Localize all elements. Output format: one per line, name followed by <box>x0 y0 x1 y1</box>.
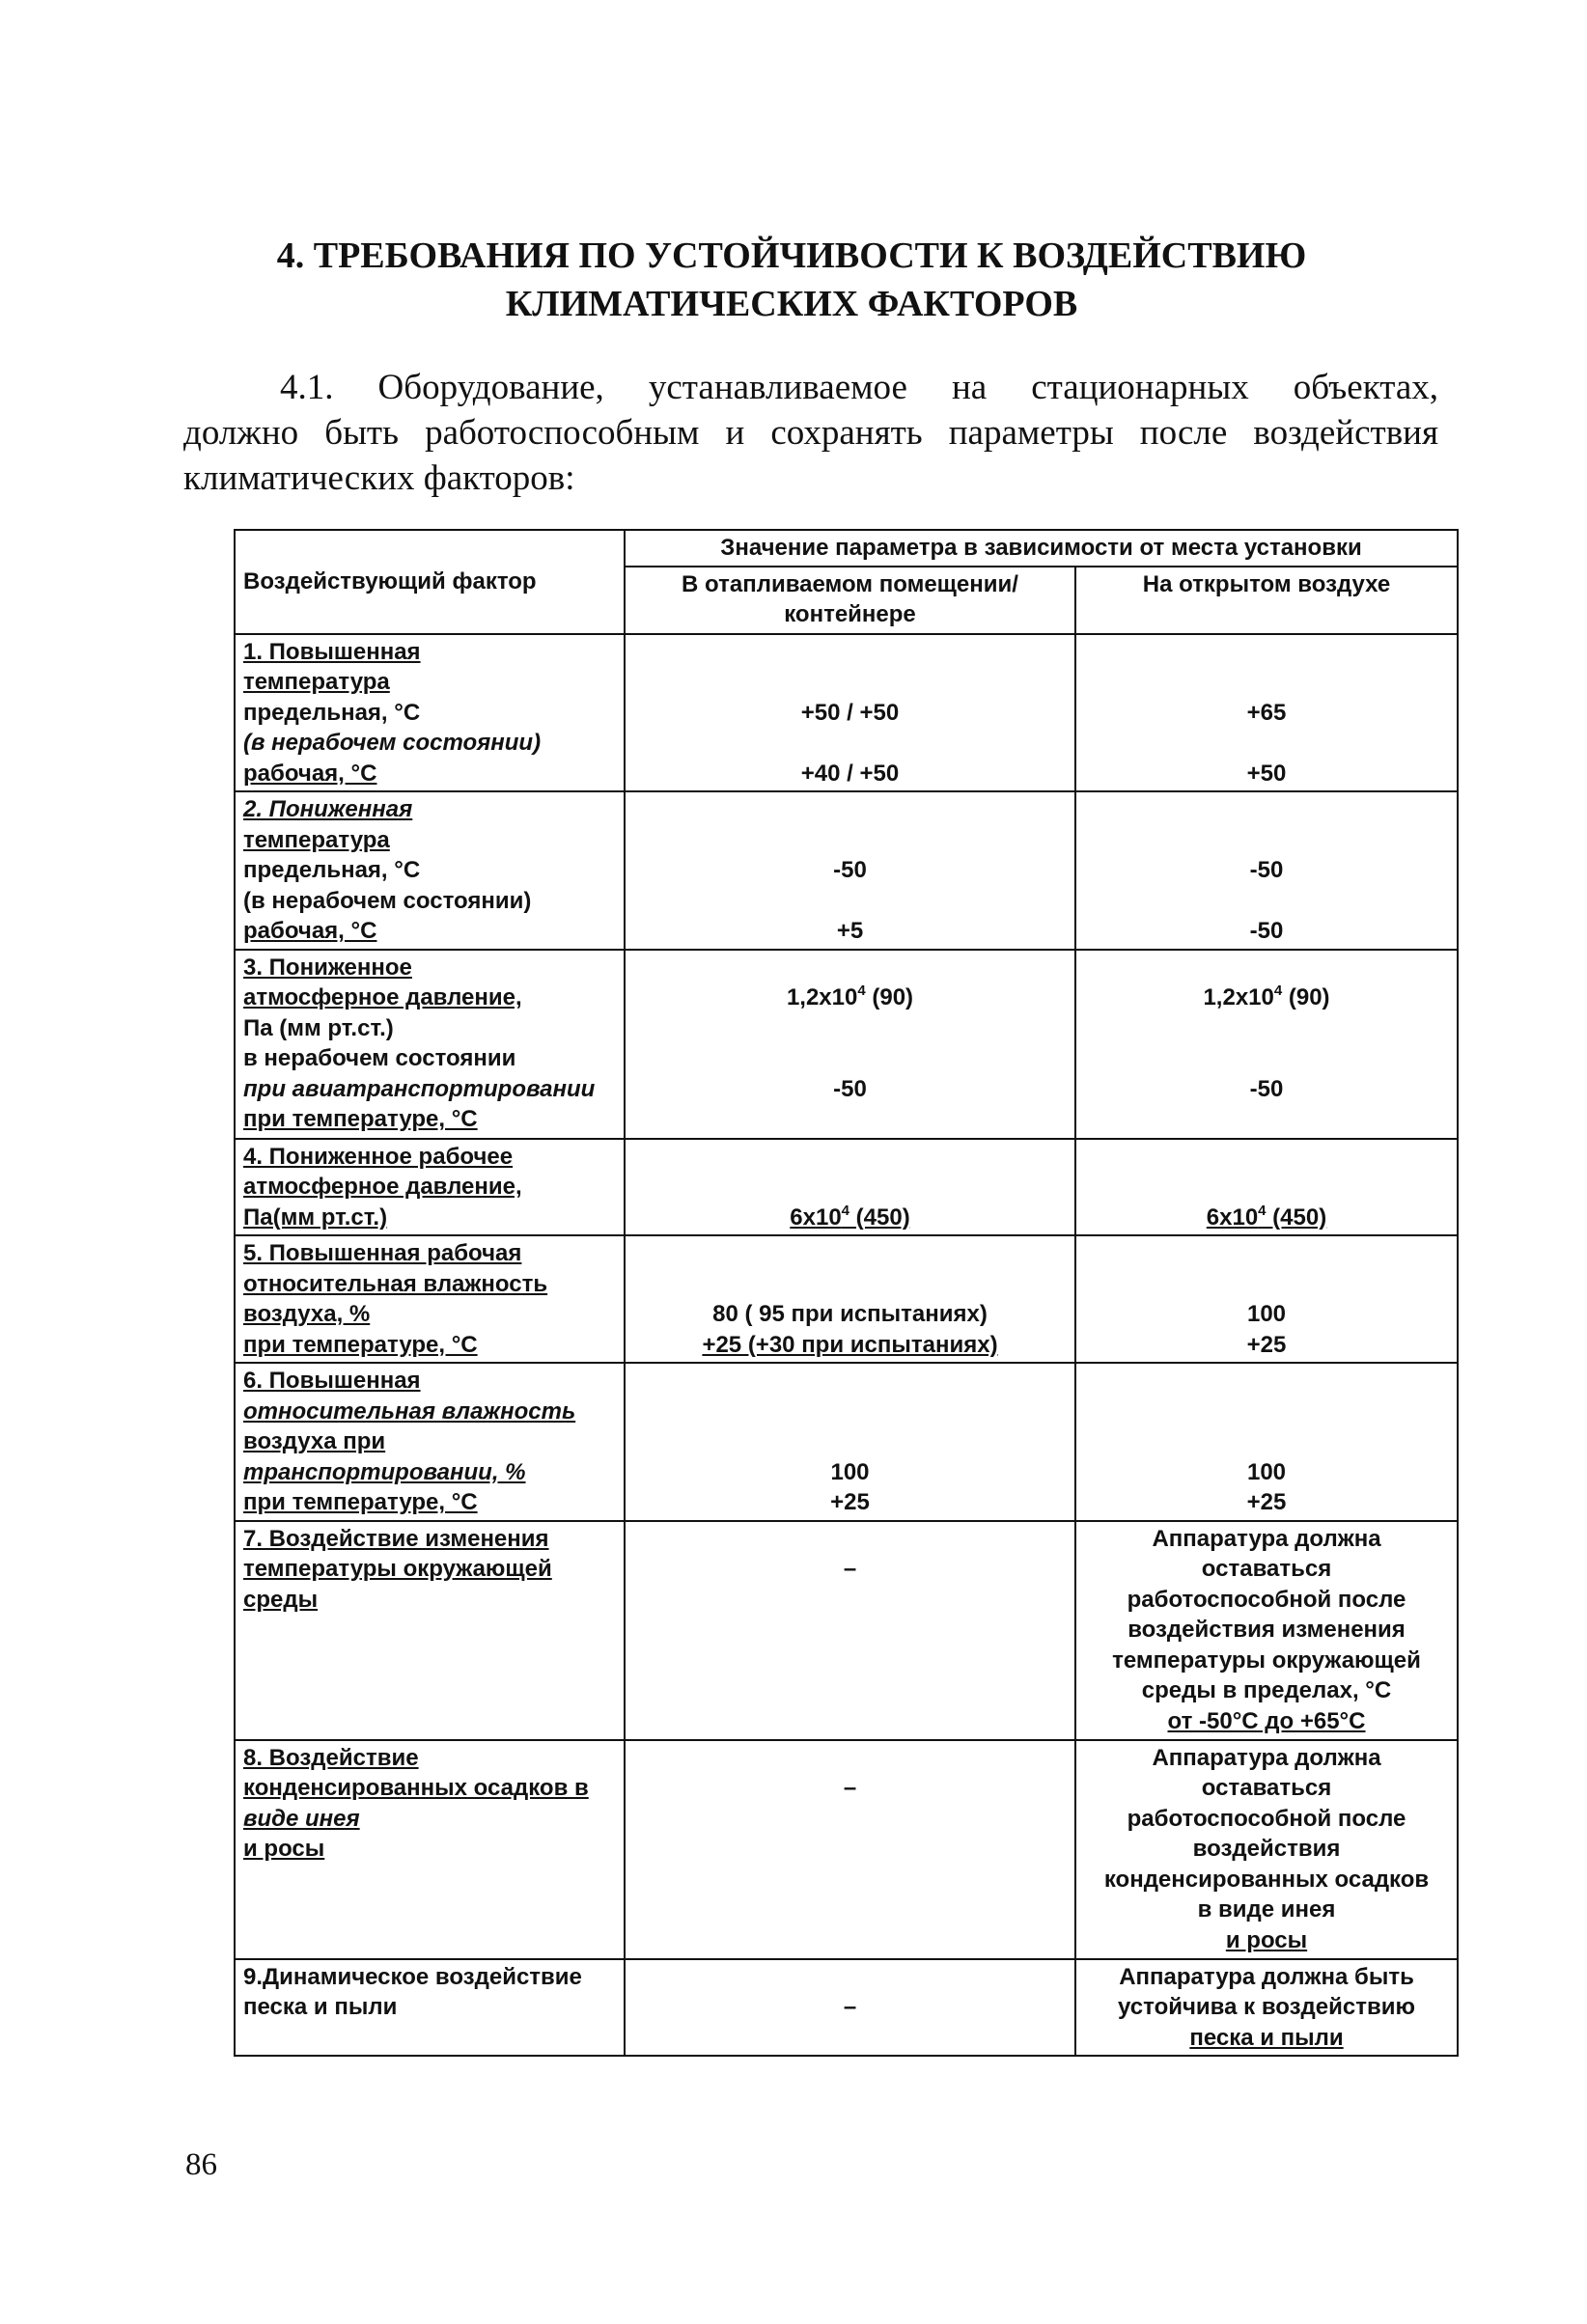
header-group: Значение параметра в зависимости от места установки <box>625 530 1458 567</box>
factor-cell: 8. Воздействие конденсированных осадков в виде инея и росы <box>235 1740 625 1959</box>
indoor-value-cell: 100 +25 <box>625 1363 1075 1521</box>
table-row <box>235 950 1458 1139</box>
outdoor-value-cell: 100 +25 <box>1075 1363 1458 1521</box>
header-indoor: В отапливаемом помещении/ контейнере <box>625 567 1075 634</box>
table-row <box>235 1235 1458 1363</box>
table-row <box>235 1363 1458 1521</box>
table-row <box>235 1740 1458 1959</box>
intro-line-2: должно быть работоспособным и сохранять параметры после воздействия <box>183 413 1438 453</box>
indoor-value-cell: -50 +5 <box>625 791 1075 950</box>
indoor-value-cell: $1,2x10^4$ (90) -50 <box>625 950 1075 1139</box>
table-row <box>235 634 1458 792</box>
indoor-value-cell: 80 ( 95 при испытаниях) +25 (+30 при испытаниях) <box>625 1235 1075 1363</box>
indoor-value-cell: $6x10^4$ (450) <box>625 1139 1075 1236</box>
outdoor-value-cell: Аппаратура должна быть устойчива к воздействию песка и пыли <box>1075 1959 1458 2057</box>
factor-cell: 9.Динамическое воздействие песка и пыли <box>235 1959 625 2057</box>
intro-line-1: 4.1. Оборудование, устанавливаемое на стационарных объектах, <box>280 368 1438 407</box>
table-row <box>235 1139 1458 1236</box>
indoor-value-cell: +50 / +50 +40 / +50 <box>625 634 1075 792</box>
factor-cell: 1. Повышенная температура предельная, °С (в нерабочем состоянии) рабочая, °С <box>235 634 625 792</box>
outdoor-value-cell: Аппаратура должна оставаться работоспособной после воздействия конденсированных осадков в виде инея и росы <box>1075 1740 1458 1959</box>
factor-cell: 3. Пониженное атмосферное давление, Па (мм рт.ст.) в нерабочем состоянии при авиатранспортировании при температуре, °С <box>235 950 625 1139</box>
indoor-value-cell: – <box>625 1740 1075 1959</box>
intro-line-3: климатических факторов: <box>183 458 575 498</box>
indoor-value-cell: – <box>625 1521 1075 1740</box>
table-row <box>235 1521 1458 1740</box>
factor-cell: 4. Пониженное рабочее атмосферное давление, Па(мм рт.ст.) <box>235 1139 625 1236</box>
factor-cell: 7. Воздействие изменения температуры окружающей среды <box>235 1521 625 1740</box>
header-factor: Воздействующий фактор <box>235 530 625 634</box>
outdoor-value-cell: $1,2x10^4$ (90) -50 <box>1075 950 1458 1139</box>
table-row <box>235 1959 1458 2057</box>
outdoor-value-cell: -50 -50 <box>1075 791 1458 950</box>
intro-paragraph <box>183 365 1438 501</box>
section-title <box>183 232 1400 328</box>
climatic-requirements-table <box>234 529 1459 2057</box>
factor-cell: 2. Пониженная температура предельная, °С (в нерабочем состоянии) рабочая, °С <box>235 791 625 950</box>
header-outdoor: На открытом воздухе <box>1075 567 1458 634</box>
section-title-line-2: КЛИМАТИЧЕСКИХ ФАКТОРОВ <box>505 284 1078 324</box>
outdoor-value-cell: $6x10^4$ (450) <box>1075 1139 1458 1236</box>
outdoor-value-cell: 100 +25 <box>1075 1235 1458 1363</box>
table-row <box>235 791 1458 950</box>
indoor-value-cell: – <box>625 1959 1075 2057</box>
page-number: 86 <box>185 2147 217 2182</box>
outdoor-value-cell: Аппаратура должна оставаться работоспособной после воздействия изменения температуры окружающей среды в пределах, °С от -50°С до +65°С <box>1075 1521 1458 1740</box>
outdoor-value-cell: +65 +50 <box>1075 634 1458 792</box>
section-title-line-1: 4. ТРЕБОВАНИЯ ПО УСТОЙЧИВОСТИ К ВОЗДЕЙСТВИЮ <box>276 235 1307 276</box>
table-header-row <box>235 530 1458 567</box>
factor-cell: 6. Повышенная относительная влажность воздуха при транспортировании, % при температуре, °С <box>235 1363 625 1521</box>
factor-cell: 5. Повышенная рабочая относительная влажность воздуха, % при температуре, °С <box>235 1235 625 1363</box>
